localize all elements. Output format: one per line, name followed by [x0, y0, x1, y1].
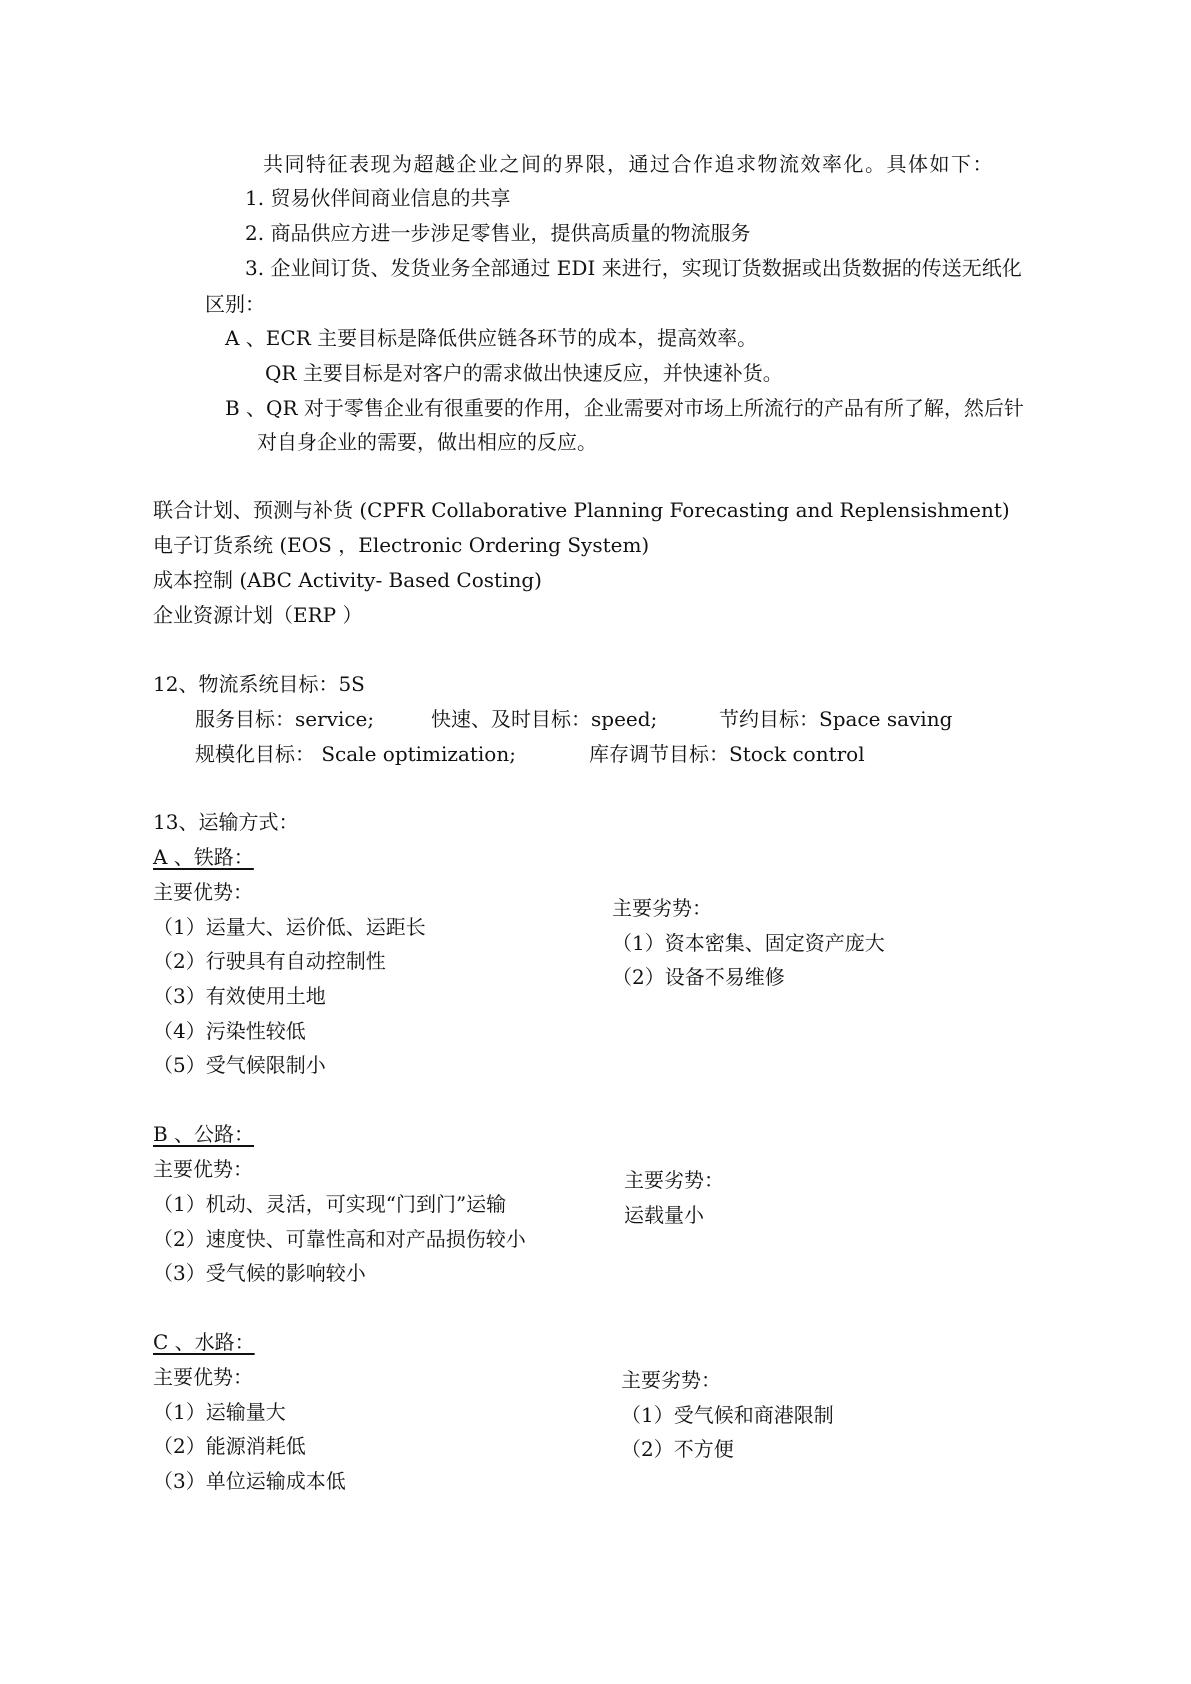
rail-dis-title: 主要劣势：: [612, 896, 712, 920]
intro-item-3: 3. 企业间订货、发货业务全部通过 EDI 来进行，实现订货数据或出货数据的传送无纸化: [245, 256, 1022, 280]
goal-stock: 库存调节目标：Stock control: [589, 742, 865, 766]
road-adv-3: （3）受气候的影响较小: [153, 1261, 366, 1285]
goal-scale: 规模化目标： Scale optimization;: [195, 742, 516, 766]
rail-dis-2: （2）设备不易维修: [612, 965, 785, 989]
goal-space-saving: 节约目标：Space saving: [719, 707, 953, 731]
term-abc: 成本控制 (ABC Activity- Based Costing): [153, 568, 542, 592]
rail-heading: A 、铁路：: [153, 845, 254, 869]
road-adv-1: （1）机动、灵活，可实现“门到门”运输: [153, 1192, 507, 1216]
water-dis-2: （2）不方便: [621, 1437, 734, 1461]
rail-adv-title: 主要优势：: [153, 880, 253, 904]
intro-item-1: 1. 贸易伙伴间商业信息的共享: [245, 186, 511, 210]
term-erp: 企业资源计划（ERP ）: [153, 603, 363, 627]
intro-item-2: 2. 商品供应方进一步涉足零售业，提供高质量的物流服务: [245, 221, 751, 245]
rail-dis-1: （1）资本密集、固定资产庞大: [612, 931, 885, 955]
diff-title: 区别：: [205, 292, 265, 316]
diff-b-line2: 对自身企业的需要，做出相应的反应。: [257, 430, 597, 454]
road-dis-title: 主要劣势：: [624, 1168, 724, 1192]
goal-speed: 快速、及时目标：speed;: [431, 707, 658, 731]
intro-common: 共同特征表现为超越企业之间的界限，通过合作追求物流效率化。具体如下：: [263, 152, 994, 176]
road-dis-1: 运载量小: [624, 1203, 704, 1227]
term-cpfr: 联合计划、预测与补货 (CPFR Collaborative Planning Forecasting and Replensishment): [153, 498, 1010, 522]
rail-adv-1: （1）运量大、运价低、运距长: [153, 915, 426, 939]
road-heading: B 、公路：: [153, 1122, 255, 1146]
water-dis-title: 主要劣势：: [621, 1368, 721, 1392]
rail-adv-4: （4）污染性较低: [153, 1019, 306, 1043]
goal-service: 服务目标：service;: [195, 707, 375, 731]
rail-adv-3: （3）有效使用土地: [153, 984, 326, 1008]
road-adv-title: 主要优势：: [153, 1157, 253, 1181]
diff-a-ecr: A 、ECR 主要目标是降低供应链各环节的成本，提高效率。: [225, 326, 758, 350]
term-eos: 电子订货系统 (EOS ，Electronic Ordering System): [153, 533, 650, 557]
goals-title: 12、物流系统目标：5S: [153, 672, 365, 696]
water-adv-1: （1）运输量大: [153, 1400, 286, 1424]
water-dis-1: （1）受气候和商港限制: [621, 1403, 834, 1427]
rail-adv-2: （2）行驶具有自动控制性: [153, 949, 386, 973]
rail-adv-5: （5）受气候限制小: [153, 1053, 326, 1077]
road-adv-2: （2）速度快、可靠性高和对产品损伤较小: [153, 1227, 526, 1251]
water-adv-2: （2）能源消耗低: [153, 1434, 306, 1458]
diff-a-qr: QR 主要目标是对客户的需求做出快速反应，并快速补货。: [265, 361, 783, 385]
water-adv-title: 主要优势：: [153, 1365, 253, 1389]
transport-title: 13、运输方式：: [153, 810, 299, 834]
water-heading: C 、水路：: [153, 1330, 255, 1354]
diff-b-line1: B 、QR 对于零售企业有很重要的作用，企业需要对市场上所流行的产品有所了解，然后针: [225, 396, 1024, 420]
water-adv-3: （3）单位运输成本低: [153, 1469, 346, 1493]
